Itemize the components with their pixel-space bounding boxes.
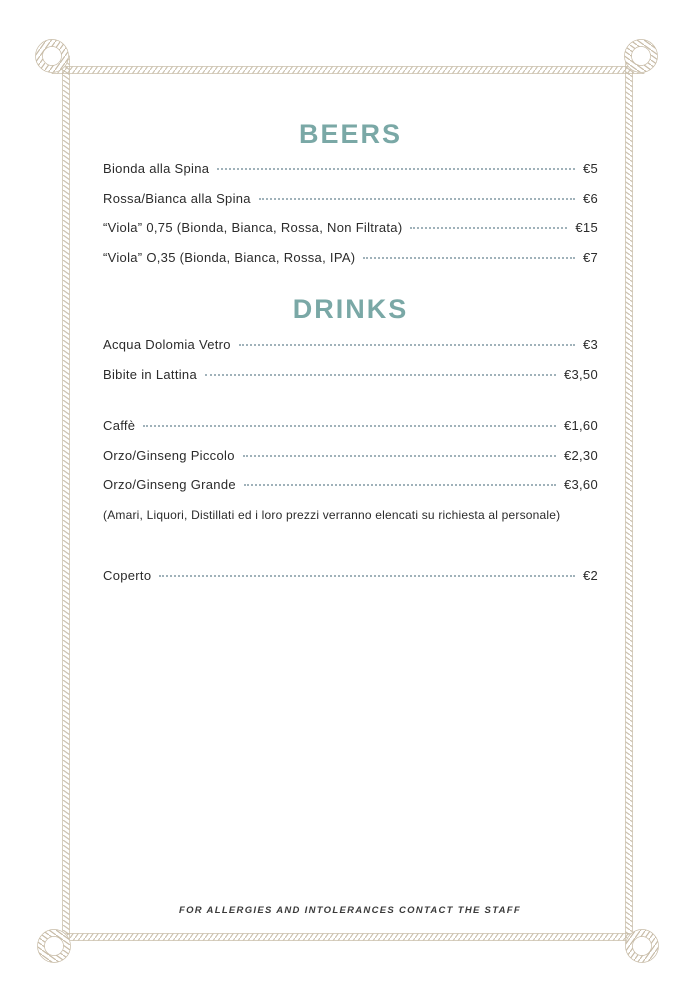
item-name: Caffè bbox=[103, 418, 136, 433]
coffee-item-list bbox=[103, 418, 598, 493]
dot-leader bbox=[217, 168, 575, 170]
dot-leader bbox=[243, 455, 556, 457]
dot-leader bbox=[239, 344, 575, 346]
dot-leader bbox=[205, 374, 556, 376]
beers-item-list bbox=[103, 161, 598, 266]
item-name: Coperto bbox=[103, 568, 152, 583]
menu-item bbox=[103, 337, 598, 353]
item-price: €2,30 bbox=[563, 447, 598, 463]
dot-leader bbox=[244, 484, 556, 486]
menu-item bbox=[103, 448, 598, 464]
item-name: Bibite in Lattina bbox=[103, 366, 197, 382]
item-price: €3,60 bbox=[563, 477, 598, 492]
menu-item bbox=[103, 250, 598, 266]
item-price: €5 bbox=[582, 161, 598, 176]
coperto-item-list bbox=[103, 568, 598, 584]
menu-item bbox=[103, 220, 598, 236]
item-price: €7 bbox=[582, 249, 598, 265]
menu-item bbox=[103, 477, 598, 493]
item-name: Acqua Dolomia Vetro bbox=[103, 337, 231, 352]
item-name: Orzo/Ginseng Grande bbox=[103, 477, 236, 492]
drinks-item-list bbox=[103, 337, 598, 383]
item-price: €2 bbox=[582, 568, 598, 583]
item-price: €15 bbox=[575, 220, 598, 235]
dot-leader bbox=[410, 227, 567, 229]
drinks-section-title: DRINKS bbox=[292, 294, 409, 324]
dot-leader bbox=[159, 575, 575, 577]
dot-leader bbox=[259, 198, 575, 200]
menu-item bbox=[103, 161, 598, 177]
item-name: Bionda alla Spina bbox=[103, 161, 210, 176]
beers-section-title: BEERS bbox=[298, 119, 403, 149]
dot-leader bbox=[143, 425, 556, 427]
rope-loop-top-right bbox=[624, 39, 658, 73]
item-price: €1,60 bbox=[563, 418, 598, 433]
item-name: Rossa/Bianca alla Spina bbox=[103, 190, 251, 206]
menu-content bbox=[103, 0, 598, 1007]
item-price: €6 bbox=[582, 190, 598, 206]
rope-edge-right bbox=[626, 56, 633, 946]
menu-item bbox=[103, 418, 598, 434]
dot-leader bbox=[363, 257, 575, 259]
allergies-footer-note: FOR ALLERGIES AND INTOLERANCES CONTACT THE STAFF bbox=[179, 905, 521, 916]
spirits-request-note: (Amari, Liquori, Distillati ed i loro prezzi verranno elencati su richiesta al personale) bbox=[103, 508, 561, 522]
item-name: “Viola” 0,75 (Bionda, Bianca, Rossa, Non Filtrata) bbox=[103, 220, 403, 235]
menu-item bbox=[103, 367, 598, 383]
rope-loop-top-left bbox=[35, 39, 69, 73]
item-price: €3 bbox=[582, 337, 598, 352]
rope-edge-left bbox=[63, 56, 70, 946]
menu-item bbox=[103, 191, 598, 207]
item-price: €3,50 bbox=[563, 366, 598, 382]
item-name: Orzo/Ginseng Piccolo bbox=[103, 447, 235, 463]
rope-loop-bottom-right bbox=[625, 929, 659, 963]
rope-loop-bottom-left bbox=[37, 929, 71, 963]
item-name: “Viola” O,35 (Bionda, Bianca, Rossa, IPA) bbox=[103, 249, 356, 265]
menu-item bbox=[103, 568, 598, 584]
